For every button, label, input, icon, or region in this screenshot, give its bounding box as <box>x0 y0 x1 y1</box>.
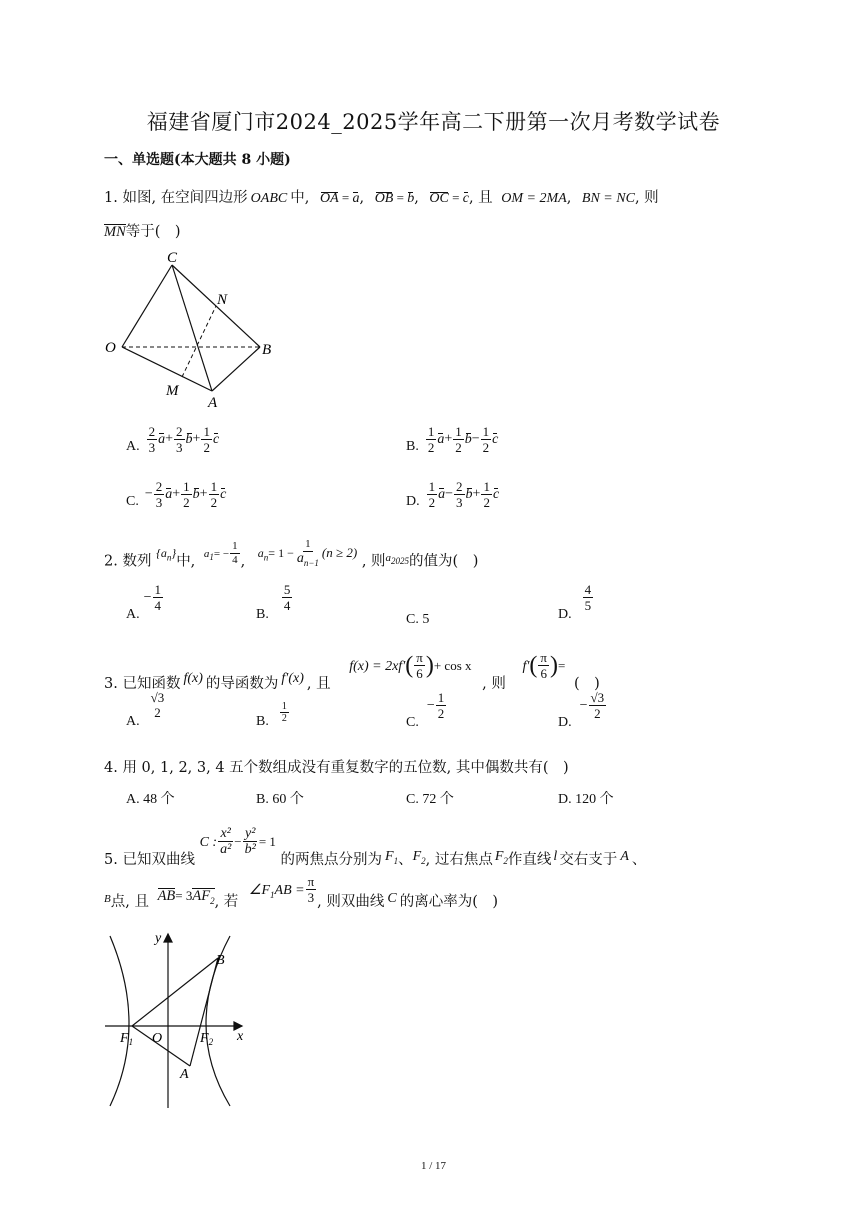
q4-option-c[interactable]: C. 72 个 <box>406 792 454 807</box>
section-heading: 一、单选题(本大题共 8 小题) <box>104 152 291 168</box>
label-c: C <box>167 250 178 266</box>
q2-option-b[interactable]: B. $\frac{5}{4}$ <box>256 582 291 622</box>
label-o: O <box>152 1031 163 1046</box>
label-n: N <box>217 292 228 308</box>
question-5-line-1: 5. 已知双曲线 C : $\frac{\text{x²}}{\text{a²}}$ − $\frac{\text{y²}}{\text{b²}}$ = 1 的两焦点分别为 $F_1$、$F_2$, 过右焦点 $F_2$作直线 l 交右支于 A 、 <box>104 826 647 868</box>
q2-option-d[interactable]: D. $\frac{4}{5}$ <box>558 582 592 622</box>
page-title: 福建省厦门市2024_2025学年高二下册第一次月考数学试卷 <box>146 110 721 134</box>
question-3: 3. 已知函数 f(x) 的导函数为 f′(x) , 且 f(x) = 2xf′( $\frac{\pi}{6}$ )+ cos x , 则 f′( $\frac{\pi}{6}$ )= ( ) <box>104 650 600 692</box>
tetrahedron-figure <box>100 248 280 413</box>
hyperbola-figure <box>100 926 260 1111</box>
q3-option-a[interactable]: A. √3 2 <box>126 690 165 729</box>
q3-option-c[interactable]: C.− $\frac{1}{2}$ <box>406 690 445 730</box>
label-o: O <box>105 340 116 356</box>
label-f2: $F_2$ <box>200 1031 214 1047</box>
axis-y-label: y <box>155 931 162 946</box>
axis-x-label: x <box>237 1029 244 1044</box>
q1-option-b[interactable]: B. $\frac{1}{2}$ a+ $\frac{1}{2}$ b− $\frac{1}{2}$ c <box>406 424 499 455</box>
q1-option-c[interactable]: C. − $\frac{2}{3}$ a+ $\frac{1}{2}$ b+ $\frac{1}{2}$ c <box>126 479 227 510</box>
q4-option-a[interactable]: A. 48 个 <box>126 792 175 807</box>
label-a: A <box>208 395 218 411</box>
q3-option-b[interactable]: B. $\frac{1}{2}$ <box>256 701 287 729</box>
question-5-line-2: B点, 且 $AB= 3AF_2$, 若 $\angle F_1AB$ = $\frac{\pi}{3}$ , 则双曲线 C 的离心率为( ) <box>104 874 499 910</box>
q2-option-c[interactable]: C. 5 <box>406 612 430 627</box>
label-b: B <box>262 342 272 358</box>
q1-option-a[interactable]: A. $\frac{2}{3}$ a+ $\frac{2}{3}$ b+ $\frac{1}{2}$ c <box>126 424 220 455</box>
question-4: 4. 用 0, 1, 2, 3, 4 五个数组成没有重复数字的五位数, 其中偶数共有( ) <box>104 760 569 776</box>
label-f1: $F_1$ <box>120 1031 134 1047</box>
q4-option-b[interactable]: B. 60 个 <box>256 792 304 807</box>
question-1-line-2: MN等于( ) <box>104 224 181 240</box>
q4-option-d[interactable]: D. 120 个 <box>558 792 614 807</box>
q2-option-a[interactable]: A.− $\frac{1}{4}$ <box>126 582 162 622</box>
q3-option-d[interactable]: D.− $\frac{√3}{2}$ <box>558 690 605 730</box>
question-1-line-1: 1. 如图, 在空间四边形 OABC 中, OA = a, OB = b, OC = c, 且 OM = 2MA, BN = NC, 则 <box>104 190 659 206</box>
label-a: A <box>180 1067 189 1082</box>
label-m: M <box>166 383 179 399</box>
page-number: 1 / 17 <box>420 1160 447 1172</box>
question-2: 2. 数列 $^{\{a_n\}}$中, $^{a_1= -}$ $\frac{1}{4}$ , $^{a_n= 1 -}$ $\frac{1}{a_{n-1}}$ (n ≥ 2) , 则$^{a_{2025}}$的值为( ) <box>104 538 479 570</box>
q1-option-d[interactable]: D. $\frac{1}{2}$ a− $\frac{2}{3}$ b+ $\frac{1}{2}$ c <box>406 479 500 510</box>
label-b: B <box>216 953 225 968</box>
